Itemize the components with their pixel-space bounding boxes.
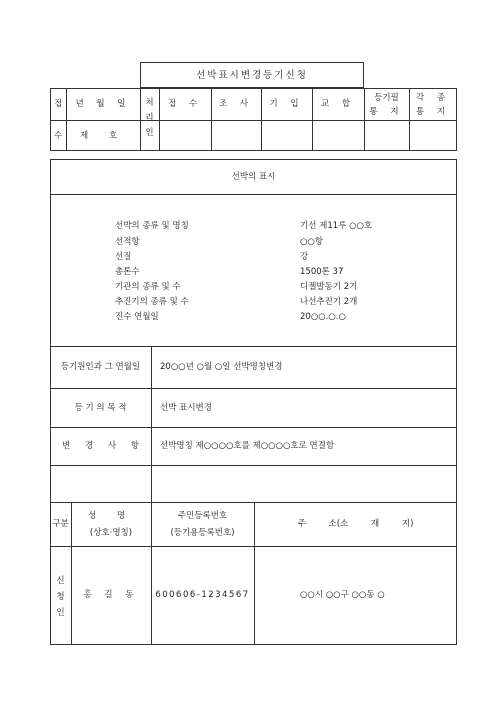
- change-value: 선박명칭 제○○○○호를 제○○○○호로 연결함: [160, 441, 335, 451]
- ship-label-tonnage: 총톤수: [115, 267, 140, 277]
- reception-number: 제 호: [79, 131, 127, 141]
- notice-each-2: 통 지: [415, 107, 451, 117]
- cause-value: 20○○년 ○월 ○일 선박명칭변경: [160, 362, 283, 372]
- ship-label-material: 선질: [115, 252, 132, 262]
- notice-each-1: 각 종: [415, 93, 451, 103]
- applicant-id: 600606-1234567: [155, 590, 250, 600]
- col-reception: 접 수: [167, 99, 203, 109]
- applicant-col-name-2: (상호·명칭): [89, 528, 133, 538]
- applicant-category-2: 청: [56, 592, 65, 602]
- purpose-label: 등 기 의 목 적: [74, 403, 127, 413]
- ship-value-port: ○○항: [300, 237, 324, 247]
- ship-label-launch-date: 진수 연월일: [115, 312, 159, 322]
- applicant-col-address: 주 소(소 재 지): [297, 519, 414, 529]
- ship-label-type: 선박의 종류 및 명칭: [115, 221, 189, 231]
- ship-value-propeller: 나선추진기 2개: [300, 297, 358, 307]
- ship-value-tonnage: 1500톤 37: [300, 267, 344, 277]
- processor-char-3: 인: [145, 128, 154, 138]
- col-collation: 교 합: [320, 99, 356, 109]
- ship-section-title: 선박의 표시: [231, 172, 276, 182]
- cause-label: 등기원인과 그 연월일: [60, 362, 141, 372]
- ship-value-launch-date: 20○○.○.○: [300, 312, 346, 322]
- processor-char-2: 리: [145, 113, 154, 123]
- ship-value-material: 강: [300, 252, 309, 262]
- ship-label-propeller: 추진기의 종류 및 수: [115, 297, 189, 307]
- applicant-col-id-2: (등기용등록번호): [170, 528, 235, 538]
- change-label: 변 경 사 항: [62, 441, 139, 451]
- ship-value-type: 기선 제11루 ○○호: [300, 221, 373, 231]
- col-entry: 기 입: [269, 99, 304, 109]
- processor-char-1: 처: [145, 98, 154, 108]
- applicant-col-id-1: 주민등록번호: [177, 511, 228, 521]
- applicant-category-3: 인: [56, 608, 65, 618]
- reception-char-2: 수: [54, 131, 63, 141]
- ship-value-engine: 디젤발동기 2기: [300, 282, 358, 292]
- applicant-category-1: 신: [56, 576, 65, 586]
- reception-char-1: 접: [54, 99, 63, 109]
- col-investigation: 조 사: [218, 99, 254, 109]
- ship-label-port: 선적항: [115, 237, 140, 247]
- applicant-col-name-1: 성 명: [87, 511, 135, 521]
- applicant-col-category: 구분: [52, 519, 69, 529]
- ship-label-engine: 기관의 종류 및 수: [115, 282, 181, 292]
- document-title: 선박표시변경등기신청: [196, 70, 308, 81]
- purpose-value: 선박 표시변경: [160, 403, 212, 413]
- notice-registered-1: 등기필: [374, 93, 399, 103]
- applicant-name: 홍 길 동: [83, 590, 139, 600]
- reception-date: 년 월 일: [75, 99, 131, 109]
- applicant-address: ○○시 ○○구 ○○동 ○: [300, 590, 385, 600]
- notice-registered-2: 통 지: [369, 107, 404, 117]
